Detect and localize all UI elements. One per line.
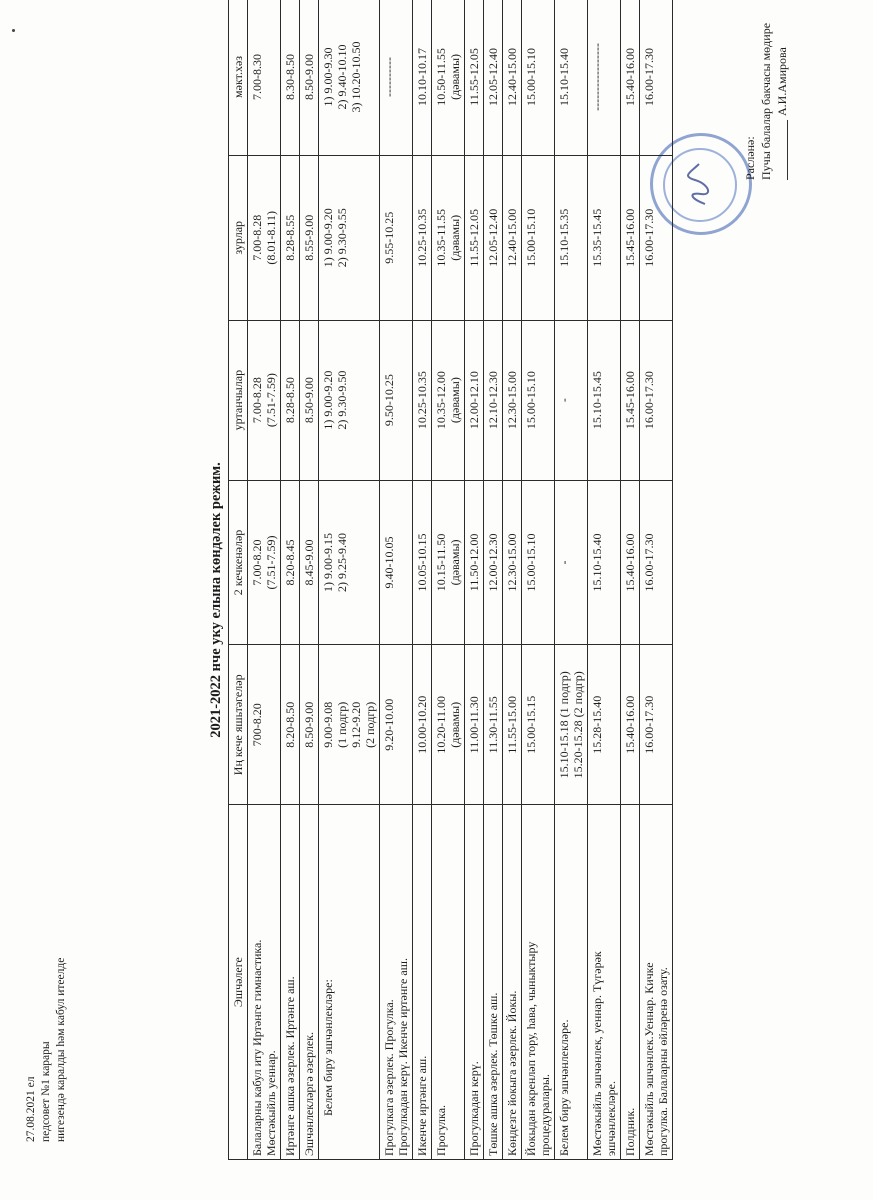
table-row [522,0,555,1160]
header-preschool: мәкт.хәз [229,0,248,155]
time-cell [484,480,503,645]
table-row [555,0,588,1160]
time-cell [248,480,281,645]
activity-cell [281,805,300,1160]
time-cell [621,320,640,480]
time-value: 1) 9.00-9.30 [321,47,335,107]
time-cell [432,0,465,155]
time-value: 8.50-9.00 [302,377,316,424]
time-cell [484,320,503,480]
time-value: (дәвамы) [448,539,462,586]
time-cell [588,0,621,155]
time-cell [503,645,522,805]
time-value: 8.28-8.50 [283,377,297,424]
time-cell [300,645,319,805]
time-value: (дәвамы) [448,701,462,748]
time-cell [380,320,413,480]
table-body [248,0,673,1160]
time-cell [300,480,319,645]
table-header-row [229,0,248,1160]
activity-cell [503,805,522,1160]
time-cell [380,155,413,320]
time-cell [621,645,640,805]
time-value: 15.20-15.28 (2 подгр) [571,671,585,779]
time-cell [621,0,640,155]
activity-line: Көндезге йокыга әзерлек. Йокы. [505,990,519,1156]
time-cell [640,645,673,805]
meeting-date: 27.08.2021 ел [25,1076,37,1142]
time-cell [522,480,555,645]
time-value: 16.00-17.30 [642,695,656,754]
time-cell [380,480,413,645]
time-value: 9.40-10.05 [382,536,396,589]
time-value: 15.00-15.10 [524,371,538,430]
time-value: 2) 9.40-10.10 [335,44,349,110]
time-value: 15.28-15.40 [590,695,604,754]
activity-line: Прогулкадан керү. [467,1061,481,1156]
time-value: 15.10-15.40 [590,533,604,592]
table-row [465,0,484,1160]
table-row [640,0,673,1160]
activity-cell [248,805,281,1160]
meeting-basis: нигезендә каралды һәм кабул итеелде [55,957,67,1142]
time-value: 12.40-15.00 [505,47,519,106]
time-value: 15.10-15.18 (1 подгр) [557,671,571,779]
time-cell [281,320,300,480]
time-value: (7.51-7.59) [264,535,278,590]
meeting-decision: педсовет №1 карары [40,1041,52,1142]
time-cell [621,480,640,645]
time-cell [484,155,503,320]
time-value: ---------- [382,56,396,97]
time-cell [319,0,380,155]
activity-line: Прогулкага әзерлек. Прогулка. [382,999,396,1156]
time-value: 8.20-8.50 [283,701,297,748]
time-value: (дәвамы) [448,53,462,100]
time-cell [555,645,588,805]
time-cell [503,155,522,320]
approval-block [742,5,790,180]
time-value: 15.00-15.10 [524,208,538,267]
time-cell [432,645,465,805]
time-value: - [557,398,571,403]
activity-line: прогулка. Балаларны өйләренә озату. [656,967,670,1156]
activity-cell [621,805,640,1160]
time-value: 16.00-17.30 [642,47,656,106]
time-cell [465,0,484,155]
table-row [248,0,281,1160]
activity-line: Мөстәкыйль эшчәнлек, уеннар. Түгәрәк [590,951,604,1156]
time-cell [248,155,281,320]
time-value: 15.45-16.00 [623,371,637,430]
time-value: (дәвамы) [448,214,462,261]
time-value: 8.55-9.00 [302,214,316,261]
time-cell [555,0,588,155]
time-cell [281,0,300,155]
time-cell [413,155,432,320]
time-cell [640,320,673,480]
time-value: 7.00-8.28 [250,377,264,424]
activity-cell [300,805,319,1160]
approval-name: А.И.Амирова [775,47,789,116]
time-value: 10.00-10.20 [415,695,429,754]
time-value: 15.00-15.10 [524,533,538,592]
approval-position: Пучы балалар бакчасы мөдире [759,22,773,180]
header-senior: зурлар [229,155,248,320]
time-cell [432,480,465,645]
time-value: 15.45-16.00 [623,208,637,267]
time-value: 11.30-11.55 [486,696,500,754]
time-cell [522,155,555,320]
time-cell [555,480,588,645]
time-value: 12.40-15.00 [505,208,519,267]
table-row [503,0,522,1160]
time-cell [300,320,319,480]
time-value: (7.51-7.59) [264,373,278,428]
time-value: 9.55-10.25 [382,211,396,264]
time-value: 16.00-17.30 [642,208,656,267]
time-value: (дәвамы) [448,377,462,424]
time-value: 2) 9.25-9.40 [335,532,349,592]
time-value: 15.40-16.00 [623,533,637,592]
activity-cell [555,805,588,1160]
time-value: 2) 9.30-9.50 [335,370,349,430]
time-value: 1) 9.00-9.20 [321,370,335,430]
table-row [413,0,432,1160]
time-value: ----------------- [590,42,604,111]
table-row [432,0,465,1160]
table-row [300,0,319,1160]
time-value: 8.50-9.00 [302,53,316,100]
time-value: 10.50-11.55 [434,48,448,106]
table-row [621,0,640,1160]
time-value: 12.00-12.10 [467,371,481,430]
time-value: 16.00-17.30 [642,371,656,430]
time-value: 8.30-8.50 [283,53,297,100]
time-value: 11.00-11.30 [467,696,481,754]
table-row [484,0,503,1160]
time-value: 12.05-12.40 [486,208,500,267]
table-row [380,0,413,1160]
time-cell [281,155,300,320]
time-value: 1) 9.00-9.20 [321,208,335,268]
table-row [588,0,621,1160]
time-cell [432,155,465,320]
time-cell [522,0,555,155]
activity-line: Төшке ашка әзерлек. Төшке аш. [486,992,500,1156]
activity-line: Прогулка. [434,1104,448,1156]
time-value: 8.45-9.00 [302,539,316,586]
time-cell [555,155,588,320]
time-value: 7.00-8.30 [250,53,264,100]
time-cell [465,320,484,480]
time-value: 12.05-12.40 [486,47,500,106]
approval-label: Расләнә: [743,136,757,180]
time-value: 15.40-16.00 [623,695,637,754]
time-cell [319,480,380,645]
time-value: 15.00-15.10 [524,47,538,106]
time-value: 9.50-10.25 [382,374,396,427]
time-cell [484,0,503,155]
time-value: 11.55-12.05 [467,209,481,267]
header-middle: уртанчылар [229,320,248,480]
time-cell [413,320,432,480]
time-value: 3) 10.20-10.50 [349,41,363,113]
time-value: 7.00-8.20 [250,539,264,586]
activity-line: Икенче иртәнге аш. [415,1055,429,1156]
activity-cell [588,805,621,1160]
time-cell [248,320,281,480]
time-value: 12.10-12.30 [486,371,500,430]
time-value: 8.50-9.00 [302,701,316,748]
time-value: 10.35-11.55 [434,209,448,267]
time-cell [465,155,484,320]
time-cell [588,320,621,480]
signature-line [787,120,788,180]
time-value: 11.55-12.05 [467,48,481,106]
time-value: 700-8.20 [250,703,264,747]
activity-line: Белем биру эшчәнлекләре. [557,1019,571,1156]
time-value: 9.12-9.20 [349,701,363,748]
activity-line: Эшчәнлекләргә әзерлек. [302,1031,316,1156]
daily-regime-table [228,0,673,1160]
time-value: 10.15-11.50 [434,533,448,592]
time-value: 7.00-8.28 [250,214,264,261]
time-cell [319,645,380,805]
time-cell [503,320,522,480]
activity-cell [380,805,413,1160]
activity-cell [522,805,555,1160]
time-value: 9.00-9.08 [321,701,335,748]
time-value: 2) 9.30-9.55 [335,208,349,268]
table-row [281,0,300,1160]
time-cell [640,480,673,645]
activity-cell [640,805,673,1160]
time-cell [465,645,484,805]
time-cell [300,0,319,155]
time-value: (8.01-8.11) [264,211,278,265]
time-cell [248,645,281,805]
activity-line: Мөстәкыйль уеннар. [264,1050,278,1156]
time-value: 12.30-15.00 [505,371,519,430]
time-value: 9.20-10.00 [382,698,396,751]
time-cell [413,480,432,645]
document-title: 2021-2022 нче уку елына көндәлек режим. [208,462,224,738]
time-cell [413,645,432,805]
time-value: 10.05-10.15 [415,533,429,592]
time-value: 15.10-15.45 [590,371,604,430]
activity-line: Йокыдан әкренләп тору, һава, чыныктыру [524,941,538,1156]
time-value: (2 подгр) [363,701,377,748]
activity-line: Иртәнге ашка әзерлек. Иртәнге аш. [283,976,297,1156]
table-row [319,0,380,1160]
time-value: 16.00-17.30 [642,533,656,592]
time-value: 15.00-15.15 [524,695,538,754]
time-cell [522,645,555,805]
time-value: 12.00-12.30 [486,533,500,592]
time-cell [380,645,413,805]
activity-cell [413,805,432,1160]
time-cell [319,320,380,480]
time-cell [640,155,673,320]
time-cell [555,320,588,480]
time-cell [281,645,300,805]
time-cell [522,320,555,480]
activity-line: эшчәнлекләре. [604,1081,618,1156]
time-value: 10.25-10.35 [415,371,429,430]
time-cell [413,0,432,155]
time-value: 10.10-10.17 [415,47,429,106]
time-cell [380,0,413,155]
activity-line: процедуралары. [538,1074,552,1156]
meeting-note [24,522,69,1142]
time-cell [588,155,621,320]
time-cell [640,0,673,155]
time-cell [503,480,522,645]
time-cell [432,320,465,480]
time-value: 11.55-15.00 [505,696,519,754]
time-cell [319,155,380,320]
time-value: 10.35-12.00 [434,371,448,430]
activity-cell [432,805,465,1160]
activity-cell [484,805,503,1160]
activity-line: Прогулкадан керү. Икенче иртәнге аш. [396,958,410,1156]
time-value: 15.35-15.45 [590,208,604,267]
time-value: 10.25-10.35 [415,208,429,267]
time-value: 15.10-15.40 [557,47,571,106]
activity-line: Полдник. [623,1107,637,1156]
scan-speck [12,29,15,32]
time-value: 11.50-12.00 [467,533,481,592]
activity-line: Белем биру эшчәнлекләре: [321,979,335,1116]
time-value: (1 подгр) [335,701,349,748]
header-youngest: Иң кече яшьтәгеләр [229,645,248,805]
time-cell [484,645,503,805]
activity-line: Балаларны кабул иту Иртәнге гимнастика. [250,939,264,1156]
time-cell [300,155,319,320]
header-activity: Эшчәлеге [229,805,248,1160]
time-cell [588,645,621,805]
time-value: 8.20-8.45 [283,539,297,586]
time-value: 12.30-15.00 [505,533,519,592]
time-value: 8.28-8.55 [283,214,297,261]
approval-signature [774,5,790,180]
signature-icon [687,162,711,206]
header-second-junior: 2 кечкенәләр [229,480,248,645]
time-value: 1) 9.00-9.15 [321,532,335,592]
time-cell [621,155,640,320]
activity-line: Мөстәкыйль эшчәнлек.Уеннар. Кичке [642,962,656,1156]
time-value: 15.40-16.00 [623,47,637,106]
time-cell [281,480,300,645]
time-cell [248,0,281,155]
time-cell [503,0,522,155]
activity-cell [465,805,484,1160]
activity-cell [319,805,380,1160]
time-cell [465,480,484,645]
time-cell [588,480,621,645]
time-value: 10.20-11.00 [434,696,448,754]
time-value: 15.10-15.35 [557,208,571,267]
time-value: - [557,560,571,565]
